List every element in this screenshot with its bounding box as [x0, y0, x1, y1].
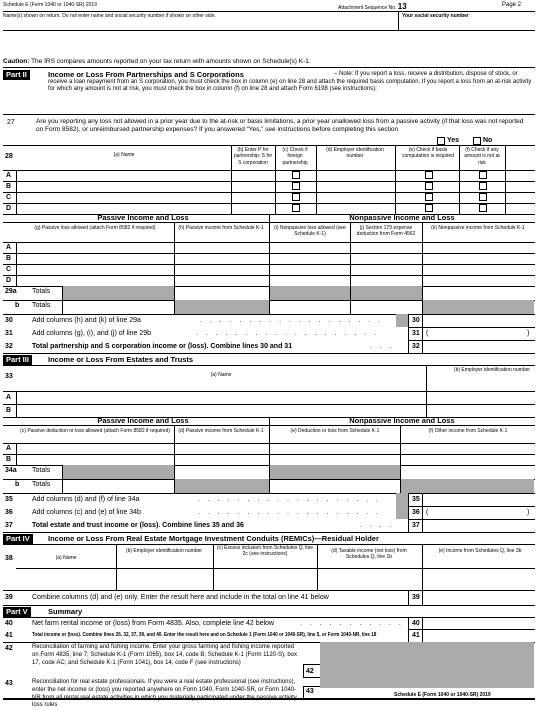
leader-dots: . . . . . . . . . . . . . . . . . . .: [200, 317, 383, 324]
line-43-num: 43: [5, 680, 13, 687]
passive-income-field[interactable]: [176, 455, 268, 464]
col-38c-header: (c) Excess inclusion from Schedules Q, line 2c (see instructions): [216, 545, 314, 558]
part2-title: Income or Loss From Partnerships and S Corporations: [48, 70, 244, 79]
estate-ein-field[interactable]: [428, 392, 532, 403]
col-28a-header: (a) Name: [113, 152, 135, 158]
name-field[interactable]: [3, 19, 395, 29]
nonpassive-loss-field[interactable]: [271, 254, 349, 263]
row-name-field[interactable]: [18, 182, 229, 191]
line-41-amount[interactable]: [424, 630, 532, 640]
col-28b-header: (b) Enter P for partnership; S for S corporation: [233, 147, 273, 166]
line-32-text: Total partnership and S corporation income or (loss). Combine lines 30 and 31: [32, 343, 293, 350]
line-35-amount[interactable]: [424, 494, 532, 505]
line-33-num: 33: [5, 373, 13, 380]
col-28e-header: (e) Check if basis computation is required: [402, 147, 454, 160]
passive-loss-field[interactable]: [18, 276, 172, 285]
passive-income-field[interactable]: [176, 276, 268, 285]
row-ein-field[interactable]: [318, 204, 393, 213]
part5-title: Summary: [48, 607, 83, 616]
col-d-header: (d) Passive income from Schedule K-1: [178, 428, 264, 434]
row-ps-field[interactable]: [233, 171, 273, 180]
ssn-field[interactable]: [402, 19, 532, 29]
row-name-field[interactable]: [18, 193, 229, 202]
deduction-loss-field[interactable]: [271, 444, 399, 453]
row-name-field[interactable]: [18, 171, 229, 180]
col-28c-header: (c) Check if foreign partnership: [282, 147, 308, 166]
line-37-box-num: 37: [412, 522, 420, 529]
line-31-num: 31: [5, 330, 13, 337]
leader-dots: . . . . . . . . . . . . . . . . . . .: [198, 509, 381, 516]
part5-tag: Part V: [3, 607, 31, 617]
row-ein-field[interactable]: [318, 193, 393, 202]
line-37-amount[interactable]: [424, 520, 532, 531]
not-at-risk-checkbox[interactable]: [479, 182, 487, 190]
col-f-header: (f) Other income from Schedule K-1: [428, 428, 508, 434]
line-34a-num: 34a: [5, 467, 17, 474]
line-35-text: Add columns (d) and (f) of line 34a: [32, 496, 140, 503]
col-h-header: (h) Passive income from Schedule K-1: [178, 225, 264, 231]
col-k-header: (k) Nonpassive income from Schedule K-1: [431, 225, 525, 231]
paren-close: ): [527, 509, 530, 516]
passive-loss-field[interactable]: [18, 254, 172, 263]
col-28d-header: (d) Employer identification number: [326, 147, 384, 160]
line-43-text: Reconciliation for real estate professionals. If you were a real estate professional (see instructions), enter the net income or (loss) you reported anywhere on Form 1040, Form 1040-SR, or Form 1040-NR from all rental real estate activities in which you materially participated under the passive activity loss rules: [32, 679, 297, 709]
part3-nonpassive-header: Nonpassive Income and Loss: [349, 416, 455, 425]
line-29a-totals: Totals: [32, 288, 51, 295]
passive-income-field[interactable]: [176, 243, 268, 252]
foreign-partnership-checkbox[interactable]: [292, 171, 300, 179]
line-32-box-num: 32: [412, 343, 420, 350]
row-letter: B: [6, 407, 12, 414]
no-label: No: [483, 137, 493, 144]
line-38-excess-field[interactable]: [215, 570, 315, 588]
leader-dots: . . . . . . . . . . .: [300, 620, 404, 627]
basis-computation-checkbox[interactable]: [425, 193, 433, 201]
estate-name-field[interactable]: [18, 392, 424, 403]
col-e-header: (e) Deduction or loss from Schedule K-1: [290, 428, 380, 434]
names-label: Name(s) shown on return. Do not enter name and social security number if shown on other side.: [3, 13, 216, 19]
row-ps-field[interactable]: [233, 182, 273, 191]
line-39-num: 39: [5, 594, 13, 601]
foreign-partnership-checkbox[interactable]: [292, 182, 300, 190]
form-id: Schedule E (Form 1040 or 1040-SR) 2019: [3, 2, 97, 8]
line-31-text: Add columns (g), (i), and (j) of line 29b: [32, 330, 152, 337]
line-41-num: 41: [5, 632, 13, 639]
line-41-text: Total income or (loss). Combine lines 26, 32, 37, 39, and 40. Enter the result here and on Schedule 1 (Form 1040 or 1040-SR), line 5, or Form 1040-NR, line 18: [32, 632, 377, 638]
not-at-risk-checkbox[interactable]: [479, 204, 487, 212]
estate-ein-field[interactable]: [428, 405, 532, 416]
no-checkbox[interactable]: [473, 137, 481, 145]
line-29b-num: b: [15, 302, 20, 309]
other-income-field[interactable]: [402, 455, 532, 464]
row-ps-field[interactable]: [233, 193, 273, 202]
line-40-box-num: 40: [412, 620, 420, 627]
caution-text: Caution: The IRS compares amounts reported on your tax return with amounts shown on Schedule(s) K-1.: [3, 58, 311, 65]
sec179-field[interactable]: [352, 243, 421, 252]
basis-computation-checkbox[interactable]: [425, 182, 433, 190]
sec179-field[interactable]: [352, 265, 421, 274]
part2-nonpassive-header: Nonpassive Income and Loss: [349, 213, 455, 222]
paren-close: ): [527, 330, 530, 337]
passive-deduction-field[interactable]: [18, 444, 172, 453]
col-c-header: (c) Passive deduction or loss allowed (attach Form 8582 if required): [20, 428, 170, 434]
line-38-num: 38: [5, 555, 13, 562]
row-letter: A: [6, 445, 12, 452]
col-33a-header: (a) Name: [210, 372, 232, 378]
part2-tag: Part II: [3, 70, 30, 80]
yes-checkbox[interactable]: [437, 137, 445, 145]
line-34a-totals: Totals: [32, 467, 51, 474]
col-38d-header: (d) Taxable income (net loss) from Schedules Q, line 1b: [331, 548, 407, 561]
col-g-header: (g) Passive loss allowed (attach Form 8582 if required): [34, 225, 156, 231]
not-at-risk-checkbox[interactable]: [479, 193, 487, 201]
line-39-text: Combine columns (d) and (e) only. Enter the result here and include in the total on line 41 below: [32, 594, 329, 601]
line-30-num: 30: [5, 317, 13, 324]
foreign-partnership-checkbox[interactable]: [292, 204, 300, 212]
line-27-num: 27: [7, 119, 15, 126]
leader-dots: . . .: [370, 343, 395, 350]
passive-income-field[interactable]: [176, 265, 268, 274]
row-letter: D: [6, 205, 12, 212]
other-income-field[interactable]: [402, 444, 532, 453]
line-42-text: Reconciliation of farming and fishing income. Enter your gross farming and fishing income reported on Form 4835, line 7; Schedule K-1 (Form 1065), box 14, code B; Schedule K-1 (Form 1120-S), box 17, code AC; and Schedule K-1 (Form 1041), box 14, code F (see instructions): [32, 644, 298, 666]
nonpassive-income-field[interactable]: [424, 265, 532, 274]
col-j-header: (j) Section 179 expense deduction from Form 4562: [356, 225, 416, 238]
col-38e-header: (e) Income from Schedules Q, line 3b: [438, 548, 522, 554]
line-29a-num: 29a: [5, 288, 17, 295]
row-ein-field[interactable]: [318, 171, 393, 180]
line-37-text: Total estate and trust income or (loss). Combine lines 35 and 36: [32, 522, 244, 529]
line-40-amount[interactable]: [424, 618, 532, 628]
row-name-field[interactable]: [18, 204, 229, 213]
line-40-text: Net farm rental income or (loss) from Form 4835. Also, complete line 42 below: [32, 620, 274, 627]
row-letter: C: [6, 194, 12, 201]
leader-dots: . . . .: [360, 522, 395, 529]
line-34b-totals: Totals: [32, 481, 51, 488]
part3-tag: Part III: [3, 355, 32, 365]
sequence-label: Attachment Sequence No. 13: [338, 2, 407, 11]
ssn-label: Your social security number: [402, 13, 469, 19]
passive-deduction-field[interactable]: [18, 455, 172, 464]
col-33b-header: (b) Employer identification number: [453, 367, 531, 373]
line-43-box-num: 43: [306, 688, 314, 695]
yes-label: Yes: [447, 137, 460, 144]
row-letter: C: [6, 266, 12, 273]
line-30-amount[interactable]: [424, 315, 532, 326]
sec179-field[interactable]: [352, 276, 421, 285]
line-42-box-num: 42: [306, 668, 314, 675]
nonpassive-income-field[interactable]: [424, 276, 532, 285]
col-38b-header: (b) Employer identification number: [125, 548, 203, 554]
line-36-amount[interactable]: [432, 507, 524, 518]
line-29b-totals: Totals: [32, 302, 51, 309]
basis-computation-checkbox[interactable]: [425, 171, 433, 179]
row-ps-field[interactable]: [233, 204, 273, 213]
part4-tag: Part IV: [3, 534, 33, 544]
basis-computation-checkbox[interactable]: [425, 204, 433, 212]
row-letter: A: [6, 172, 12, 179]
paren-open: (: [426, 330, 429, 337]
line-35-box-num: 35: [412, 496, 420, 503]
line-32-num: 32: [5, 343, 13, 350]
leader-dots: . . . . . . . . . . . . . . . . . . .: [198, 496, 381, 503]
line-31-box-num: 31: [412, 330, 420, 337]
line-38-ein-field[interactable]: [118, 570, 211, 588]
foreign-partnership-checkbox[interactable]: [292, 193, 300, 201]
line-31-amount[interactable]: [432, 328, 524, 339]
line-36-text: Add columns (c) and (e) of line 34b: [32, 509, 141, 516]
line-27-text: Are you reporting any loss not allowed in a prior year due to the at-risk or basis limitations, a prior year unallowed loss from a passive activity (if that loss was not reported on Form 8582), or unreimbursed partnership expenses? If you answered “Yes,” see instructions before completing this section: [36, 118, 524, 134]
sec179-field[interactable]: [352, 254, 421, 263]
line-41-box-num: 41: [412, 632, 420, 639]
line-39-box-num: 39: [412, 594, 420, 601]
line-34b-num: b: [15, 481, 20, 488]
deduction-loss-field[interactable]: [271, 455, 399, 464]
line-38-name-field[interactable]: [18, 570, 114, 588]
line-38-taxable-field[interactable]: [319, 570, 420, 588]
line-37-num: 37: [5, 522, 13, 529]
row-letter: B: [6, 456, 12, 463]
nonpassive-income-field[interactable]: [424, 243, 532, 252]
nonpassive-income-field[interactable]: [424, 254, 532, 263]
line-40-num: 40: [5, 620, 13, 627]
not-at-risk-checkbox[interactable]: [479, 171, 487, 179]
line-36-num: 36: [5, 509, 13, 516]
footer-form-id: Schedule E (Form 1040 or 1040-SR) 2019: [394, 692, 491, 698]
passive-loss-field[interactable]: [18, 243, 172, 252]
leader-dots: . . . . . . . . . . . . . . . . . . .: [196, 330, 379, 337]
line-28-num: 28: [5, 153, 13, 160]
col-i-header: (i) Nonpassive loss allowed (see Schedule K-1): [274, 225, 346, 238]
nonpassive-loss-field[interactable]: [271, 276, 349, 285]
row-ein-field[interactable]: [318, 182, 393, 191]
line-39-amount[interactable]: [424, 592, 532, 603]
part4-title: Income or Loss From Real Estate Mortgage Investment Conduits (REMICs)—Residual Holder: [48, 534, 379, 543]
line-30-box-num: 30: [412, 317, 420, 324]
line-36-box-num: 36: [412, 509, 420, 516]
line-42-num: 42: [5, 645, 13, 652]
row-letter: A: [6, 394, 12, 401]
line-32-amount[interactable]: [424, 341, 532, 352]
part3-title: Income or Loss From Estates and Trusts: [48, 355, 194, 364]
col-38a-header: (a) Name: [55, 555, 77, 561]
line-38-income-field[interactable]: [424, 570, 532, 588]
passive-income-field[interactable]: [176, 444, 268, 453]
row-letter: B: [6, 183, 12, 190]
page-number: Page 2: [502, 2, 522, 8]
estate-name-field[interactable]: [18, 405, 424, 416]
part3-passive-header: Passive Income and Loss: [97, 416, 189, 425]
row-letter: A: [6, 244, 12, 251]
col-28f-header: (f) Check if any amount is not at risk: [464, 147, 500, 166]
nonpassive-loss-field[interactable]: [271, 243, 349, 252]
part2-passive-header: Passive Income and Loss: [97, 213, 189, 222]
row-letter: B: [6, 255, 12, 262]
passive-income-field[interactable]: [176, 254, 268, 263]
passive-loss-field[interactable]: [18, 265, 172, 274]
nonpassive-loss-field[interactable]: [271, 265, 349, 274]
paren-open: (: [426, 509, 429, 516]
row-letter: D: [6, 277, 12, 284]
part2-note: – Note: If you report a loss, receive a distribution, dispose of stock, or receive a loan repayment from an S corporation, you must check the box in column (e) on line 28 and attach the required basis computation. If you report a loss from an at-risk activity for which any amount is not at risk, you must check the box in column (f) on line 28 and attach Form 6198 (see instructions).: [48, 71, 532, 92]
line-42-amount[interactable]: [318, 666, 320, 676]
line-30-text: Add columns (h) and (k) of line 29a: [32, 317, 141, 324]
line-35-num: 35: [5, 496, 13, 503]
